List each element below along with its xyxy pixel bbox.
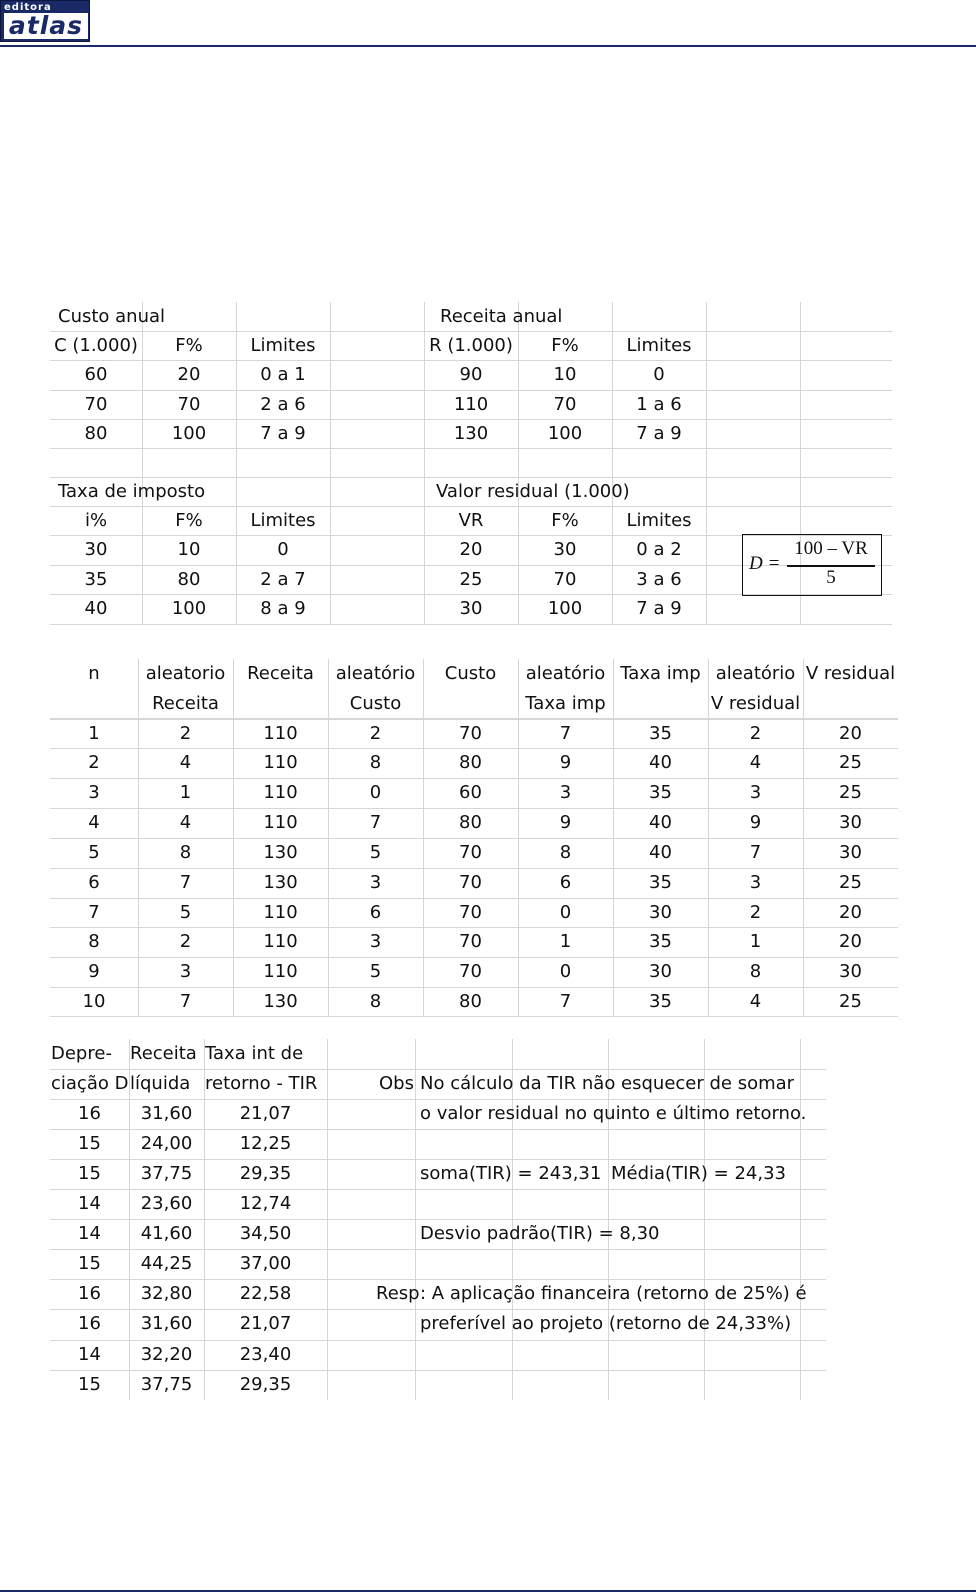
custo_anual-header: C (1.000)	[54, 335, 138, 356]
results-cell: 32,80	[140, 1283, 193, 1304]
results-cell: 16	[78, 1283, 101, 1304]
grid-line-h	[50, 624, 892, 625]
grid-line-h	[50, 1016, 898, 1017]
simulation-cell: 110	[263, 812, 298, 833]
simulation-cell: 110	[263, 752, 298, 773]
receita_anual-cell: 10	[553, 364, 577, 385]
results-header: ciação D	[51, 1073, 129, 1094]
simulation-cell: 3	[749, 782, 762, 803]
simulation-cell: 4	[179, 752, 192, 773]
results-cell: 32,20	[140, 1344, 193, 1365]
receita_anual-title: Receita anual	[440, 306, 563, 327]
results-cell: 12,25	[239, 1133, 292, 1154]
simulation-cell: 0	[559, 961, 572, 982]
simulation-header: n	[88, 663, 100, 684]
simulation-header	[613, 689, 708, 718]
depreciation-formula	[742, 534, 882, 596]
results-cell: 37,75	[140, 1374, 193, 1395]
simulation-cell: 7	[749, 842, 762, 863]
simulation-cell: 35	[649, 991, 672, 1012]
simulation-cell: 130	[263, 991, 298, 1012]
simulation-cell: 5	[369, 842, 382, 863]
simulation-cell: 8	[749, 961, 762, 982]
simulation-cell: 0	[559, 902, 572, 923]
simulation-cell: 4	[88, 812, 100, 833]
simulation-cell: 110	[263, 723, 298, 744]
results-cell: 15	[78, 1133, 101, 1154]
simulation-cell: 70	[459, 723, 482, 744]
results-cell: 16	[78, 1103, 101, 1124]
simulation-cell: 6	[88, 872, 100, 893]
custo_anual-title: Custo anual	[58, 306, 166, 327]
receita_anual-header: Limites	[626, 335, 692, 356]
simulation-cell: 1	[749, 931, 762, 952]
results-cell: 22,58	[239, 1283, 292, 1304]
valor_residual-cell: 3 a 6	[636, 569, 682, 590]
results-cell: 37,00	[239, 1253, 292, 1274]
simulation-cell: 1	[559, 931, 572, 952]
simulation-cell: 25	[839, 782, 862, 803]
receita_anual-cell: 0	[653, 364, 665, 385]
simulation-cell: 4	[749, 991, 762, 1012]
taxa_imposto-cell: 80	[177, 569, 201, 590]
receita_anual-cell: 110	[453, 394, 489, 415]
simulation-cell: 2	[88, 752, 100, 773]
valor_residual-cell: 70	[553, 569, 577, 590]
simulation-header: Custo	[349, 693, 402, 714]
taxa_imposto-header: Limites	[250, 510, 316, 531]
simulation-cell: 35	[649, 723, 672, 744]
receita_anual-cell: 70	[553, 394, 577, 415]
results-cell: 29,35	[239, 1163, 292, 1184]
simulation-cell: 7	[369, 812, 382, 833]
simulation-cell: 25	[839, 872, 862, 893]
simulation-cell: 6	[559, 872, 572, 893]
simulation-cell: 9	[559, 812, 572, 833]
simulation-cell: 2	[749, 902, 762, 923]
simulation-cell: 40	[649, 752, 672, 773]
valor_residual-header: VR	[458, 510, 484, 531]
simulation-cell: 2	[179, 931, 192, 952]
results-cell: 14	[78, 1223, 101, 1244]
obs-text: No cálculo da TIR não esquecer de somar	[420, 1073, 795, 1094]
results-header: Receita	[130, 1043, 197, 1064]
valor_residual-cell: 20	[459, 539, 483, 560]
simulation-cell: 6	[369, 902, 382, 923]
receita_anual-cell: 130	[453, 423, 489, 444]
simulation-cell: 8	[179, 842, 192, 863]
simulation-cell: 8	[369, 752, 382, 773]
valor_residual-cell: 7 a 9	[636, 598, 682, 619]
simulation-cell: 110	[263, 961, 298, 982]
simulation-header	[803, 689, 898, 718]
simulation-header: Taxa imp	[525, 693, 606, 714]
simulation-cell: 3	[179, 961, 192, 982]
simulation-cell: 8	[88, 931, 100, 952]
custo_anual-cell: 80	[84, 423, 108, 444]
results-cell: 34,50	[239, 1223, 292, 1244]
simulation-cell: 30	[649, 902, 672, 923]
simulation-cell: 35	[649, 931, 672, 952]
simulation-header	[50, 689, 138, 718]
simulation-cell: 80	[459, 752, 482, 773]
simulation-header: aleatório	[335, 663, 416, 684]
receita_anual-header: R (1.000)	[429, 335, 513, 356]
results-cell: 14	[78, 1344, 101, 1365]
results-cell: 44,25	[140, 1253, 193, 1274]
results-cell: 14	[78, 1193, 101, 1214]
taxa_imposto-cell: 100	[171, 598, 207, 619]
results-cell: 23,60	[140, 1193, 193, 1214]
simulation-header: Receita	[152, 693, 219, 714]
results-cell: 31,60	[140, 1103, 193, 1124]
simulation-cell: 110	[263, 902, 298, 923]
results-cell: 41,60	[140, 1223, 193, 1244]
simulation-cell: 4	[749, 752, 762, 773]
simulation-cell: 40	[649, 812, 672, 833]
simulation-cell: 5	[369, 961, 382, 982]
custo_anual-cell: 7 a 9	[260, 423, 306, 444]
grid-line-v	[415, 1039, 416, 1400]
simulation-cell: 3	[559, 782, 572, 803]
simulation-cell: 25	[839, 991, 862, 1012]
obs-label: Obs	[379, 1073, 414, 1094]
receita_anual-header: F%	[551, 335, 579, 356]
valor_residual-title: Valor residual (1.000)	[436, 481, 630, 502]
resp-label: Resp	[376, 1283, 420, 1304]
simulation-cell: 8	[559, 842, 572, 863]
simulation-cell: 25	[839, 752, 862, 773]
simulation-cell: 70	[459, 931, 482, 952]
results-cell: 29,35	[239, 1374, 292, 1395]
simulation-cell: 110	[263, 782, 298, 803]
simulation-cell: 9	[88, 961, 100, 982]
simulation-cell: 2	[749, 723, 762, 744]
simulation-cell: 80	[459, 991, 482, 1012]
results-header: Taxa int de	[205, 1043, 304, 1064]
results-cell: 15	[78, 1163, 101, 1184]
simulation-cell: 3	[749, 872, 762, 893]
results-cell: 15	[78, 1253, 101, 1274]
simulation-cell: 30	[839, 961, 862, 982]
logo-main-text: atlas	[4, 13, 88, 39]
receita_anual-cell: 1 a 6	[636, 394, 682, 415]
taxa_imposto-cell: 2 a 7	[260, 569, 306, 590]
logo-top-text: editora	[4, 2, 52, 13]
simulation-header: Taxa imp	[620, 663, 701, 684]
valor_residual-cell: 100	[547, 598, 583, 619]
valor_residual-cell: 25	[459, 569, 483, 590]
simulation-header: aleatório	[525, 663, 606, 684]
simulation-cell: 3	[369, 872, 382, 893]
results-cell: 12,74	[239, 1193, 292, 1214]
simulation-cell: 30	[839, 812, 862, 833]
resp-text: preferível ao projeto (retorno de 24,33%)	[420, 1313, 792, 1334]
simulation-cell: 30	[839, 842, 862, 863]
simulation-cell: 70	[459, 961, 482, 982]
valor_residual-cell: 0 a 2	[636, 539, 682, 560]
simulation-cell: 7	[179, 872, 192, 893]
simulation-cell: 35	[649, 782, 672, 803]
valor_residual-cell: 30	[459, 598, 483, 619]
simulation-cell: 5	[179, 902, 192, 923]
simulation-header: aleatório	[715, 663, 796, 684]
results-cell: 31,60	[140, 1313, 193, 1334]
simulation-cell: 40	[649, 842, 672, 863]
taxa_imposto-header: F%	[175, 510, 203, 531]
results-cell: 15	[78, 1374, 101, 1395]
formula-numerator: 100 – VR	[794, 538, 868, 559]
custo_anual-cell: 70	[84, 394, 108, 415]
taxa_imposto-header: i%	[84, 510, 108, 531]
simulation-cell: 1	[179, 782, 192, 803]
simulation-cell: 130	[263, 842, 298, 863]
simulation-header: aleatorio	[145, 663, 226, 684]
results-cell: 16	[78, 1313, 101, 1334]
grid-line-h	[50, 448, 892, 449]
simulation-cell: 20	[839, 931, 862, 952]
simulation-cell: 70	[459, 842, 482, 863]
taxa_imposto-title: Taxa de imposto	[58, 481, 206, 502]
custo_anual-header: F%	[175, 335, 203, 356]
simulation-header	[233, 689, 328, 718]
tir-stddev: Desvio padrão(TIR) = 8,30	[420, 1223, 660, 1244]
simulation-cell: 35	[649, 872, 672, 893]
formula-denominator: 5	[826, 567, 836, 588]
valor_residual-cell: 30	[553, 539, 577, 560]
taxa_imposto-cell: 8 a 9	[260, 598, 306, 619]
simulation-cell: 7	[559, 723, 572, 744]
simulation-cell: 8	[369, 991, 382, 1012]
custo_anual-cell: 70	[177, 394, 201, 415]
results-header: retorno - TIR	[205, 1073, 318, 1094]
simulation-cell: 3	[88, 782, 100, 803]
valor_residual-header: F%	[551, 510, 579, 531]
taxa_imposto-cell: 30	[84, 539, 108, 560]
taxa_imposto-cell: 0	[277, 539, 289, 560]
custo_anual-cell: 60	[84, 364, 108, 385]
grid-line-v	[330, 302, 331, 624]
simulation-header: V residual	[710, 693, 801, 714]
simulation-header: Custo	[444, 663, 497, 684]
grid-line-v	[706, 302, 707, 624]
results-cell: 21,07	[239, 1313, 292, 1334]
simulation-header	[423, 689, 518, 718]
tir-mean: Média(TIR) = 24,33	[611, 1163, 786, 1184]
results-header: líquida	[130, 1073, 191, 1094]
receita_anual-cell: 90	[459, 364, 483, 385]
simulation-header: Receita	[247, 663, 314, 684]
simulation-cell: 9	[749, 812, 762, 833]
resp-text: : A aplicação financeira (retorno de 25%) é	[420, 1283, 807, 1304]
results-cell: 24,00	[140, 1133, 193, 1154]
simulation-header: V residual	[805, 663, 896, 684]
simulation-cell: 60	[459, 782, 482, 803]
simulation-cell: 3	[369, 931, 382, 952]
taxa_imposto-cell: 35	[84, 569, 108, 590]
valor_residual-header: Limites	[626, 510, 692, 531]
simulation-cell: 7	[88, 902, 100, 923]
simulation-cell: 110	[263, 931, 298, 952]
formula-lhs: D =	[749, 553, 781, 574]
simulation-cell: 4	[179, 812, 192, 833]
simulation-cell: 9	[559, 752, 572, 773]
results-cell: 21,07	[239, 1103, 292, 1124]
custo_anual-cell: 0 a 1	[260, 364, 306, 385]
simulation-cell: 5	[88, 842, 100, 863]
simulation-cell: 70	[459, 872, 482, 893]
simulation-cell: 20	[839, 723, 862, 744]
simulation-cell: 7	[559, 991, 572, 1012]
tir-sum: soma(TIR) = 243,31	[420, 1163, 602, 1184]
simulation-cell: 30	[649, 961, 672, 982]
custo_anual-cell: 100	[171, 423, 207, 444]
results-cell: 23,40	[239, 1344, 292, 1365]
custo_anual-cell: 20	[177, 364, 201, 385]
simulation-cell: 2	[179, 723, 192, 744]
receita_anual-cell: 100	[547, 423, 583, 444]
results-header: Depre-	[51, 1043, 112, 1064]
results-cell: 37,75	[140, 1163, 193, 1184]
simulation-cell: 2	[369, 723, 382, 744]
simulation-cell: 80	[459, 812, 482, 833]
simulation-cell: 10	[82, 991, 106, 1012]
simulation-cell: 70	[459, 902, 482, 923]
simulation-cell: 0	[369, 782, 382, 803]
simulation-cell: 20	[839, 902, 862, 923]
simulation-cell: 7	[179, 991, 192, 1012]
custo_anual-cell: 2 a 6	[260, 394, 306, 415]
simulation-cell: 130	[263, 872, 298, 893]
obs-text: o valor residual no quinto e último retorno.	[420, 1103, 807, 1124]
taxa_imposto-cell: 40	[84, 598, 108, 619]
receita_anual-cell: 7 a 9	[636, 423, 682, 444]
taxa_imposto-cell: 10	[177, 539, 201, 560]
simulation-cell: 1	[88, 723, 100, 744]
custo_anual-header: Limites	[250, 335, 316, 356]
